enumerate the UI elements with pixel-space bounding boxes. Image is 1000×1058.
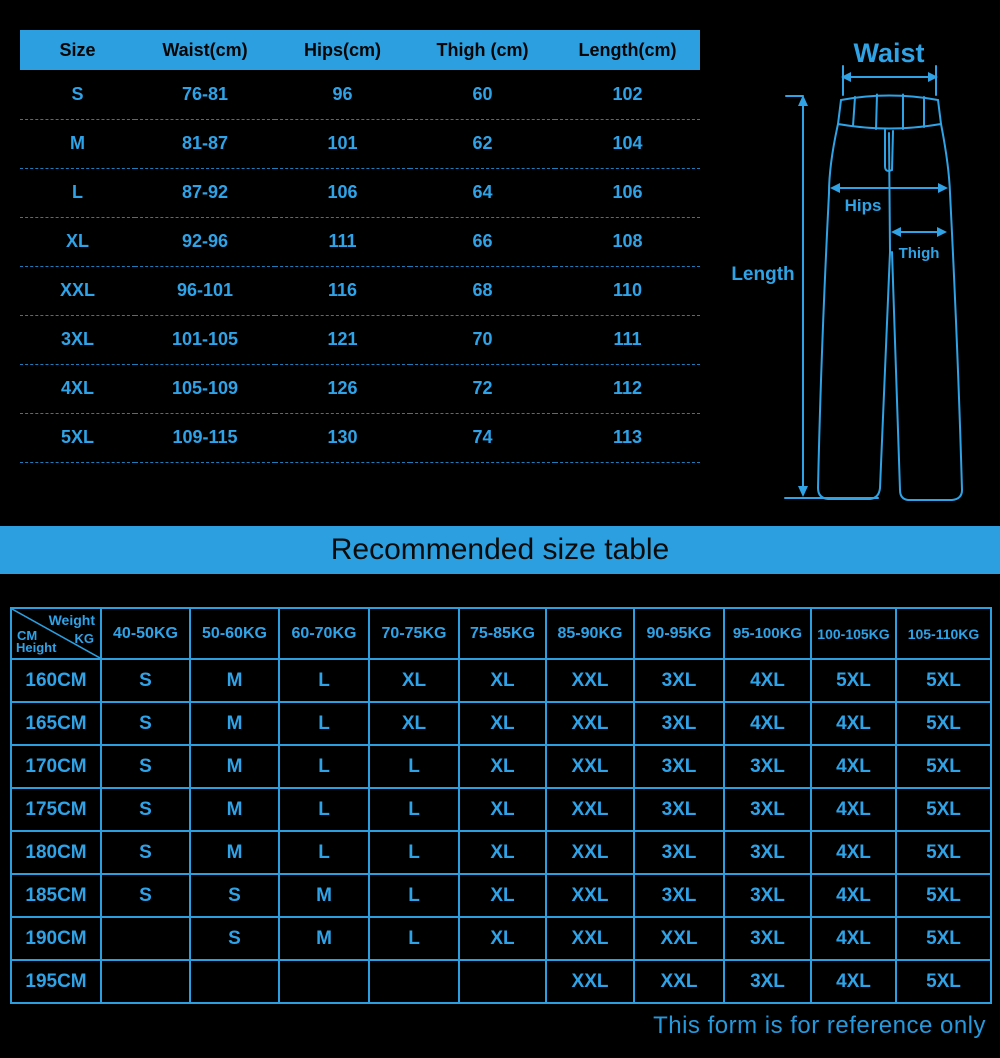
weight-header: 105-110KG xyxy=(896,608,991,659)
rec-size-cell: 4XL xyxy=(811,788,896,831)
rec-table-row xyxy=(11,917,991,960)
rec-size-cell: S xyxy=(101,745,190,788)
size-table-cell: 87-92 xyxy=(135,168,275,217)
size-table-header: Thigh (cm) xyxy=(410,30,555,70)
rec-size-cell: 3XL xyxy=(634,745,724,788)
waist-label: Waist xyxy=(853,38,925,68)
rec-table-row xyxy=(11,874,991,917)
size-table-cell: 101 xyxy=(275,119,410,168)
size-table-row xyxy=(20,119,700,168)
rec-size-cell: M xyxy=(190,659,279,702)
rec-size-cell: S xyxy=(101,788,190,831)
size-table-header: Hips(cm) xyxy=(275,30,410,70)
size-table-cell: 70 xyxy=(410,315,555,364)
rec-size-cell: L xyxy=(279,788,369,831)
size-table-cell: 109-115 xyxy=(135,413,275,462)
rec-size-cell: 4XL xyxy=(811,702,896,745)
rec-size-cell: M xyxy=(190,702,279,745)
rec-size-cell: M xyxy=(190,788,279,831)
rec-size-cell: 5XL xyxy=(896,788,991,831)
rec-size-cell: M xyxy=(190,831,279,874)
rec-size-cell: 5XL xyxy=(896,745,991,788)
size-table-cell: 105-109 xyxy=(135,364,275,413)
rec-size-cell: 5XL xyxy=(896,659,991,702)
rec-size-cell: XXL xyxy=(634,917,724,960)
size-table-cell: 113 xyxy=(555,413,700,462)
rec-size-cell: 3XL xyxy=(634,702,724,745)
rec-size-cell: 4XL xyxy=(811,745,896,788)
size-table-cell: 111 xyxy=(275,217,410,266)
rec-size-cell: XL xyxy=(369,702,459,745)
size-table-cell: 4XL xyxy=(20,364,135,413)
rec-size-cell: M xyxy=(190,745,279,788)
rec-size-cell xyxy=(459,960,546,1003)
rec-size-cell: L xyxy=(279,702,369,745)
rec-size-cell: S xyxy=(101,831,190,874)
rec-size-cell: L xyxy=(369,831,459,874)
size-table-header-row xyxy=(20,30,700,70)
rec-size-cell: L xyxy=(369,917,459,960)
rec-size-cell: S xyxy=(190,874,279,917)
rec-size-cell: XXL xyxy=(546,702,634,745)
weight-header: 85-90KG xyxy=(546,608,634,659)
thigh-label: Thigh xyxy=(898,245,940,262)
rec-size-cell: 3XL xyxy=(724,874,811,917)
height-cell: 185CM xyxy=(11,874,101,917)
corner-height-label: Height xyxy=(16,640,57,655)
weight-header: 95-100KG xyxy=(724,608,811,659)
rec-size-cell: 3XL xyxy=(724,788,811,831)
size-table-header: Waist(cm) xyxy=(135,30,275,70)
rec-size-cell: XXL xyxy=(546,917,634,960)
rec-size-cell: 3XL xyxy=(724,917,811,960)
size-table-cell: 5XL xyxy=(20,413,135,462)
weight-header: 70-75KG xyxy=(369,608,459,659)
corner-cm-label: CM xyxy=(17,628,38,643)
recommended-size-table xyxy=(10,607,992,1004)
rec-size-cell: 3XL xyxy=(634,831,724,874)
size-table-cell: 102 xyxy=(555,70,700,119)
size-table-header: Size xyxy=(20,30,135,70)
weight-header: 90-95KG xyxy=(634,608,724,659)
rec-size-cell: L xyxy=(279,745,369,788)
size-table-row xyxy=(20,70,700,119)
rec-size-cell: XXL xyxy=(546,788,634,831)
rec-size-cell: L xyxy=(369,745,459,788)
size-table-cell: 108 xyxy=(555,217,700,266)
height-cell: 160CM xyxy=(11,659,101,702)
size-table-row xyxy=(20,168,700,217)
size-table-cell: 64 xyxy=(410,168,555,217)
hips-label: Hips xyxy=(844,196,882,215)
rec-size-cell: XL xyxy=(459,702,546,745)
size-table-cell: 116 xyxy=(275,266,410,315)
size-table-row xyxy=(20,266,700,315)
rec-size-cell: XL xyxy=(459,659,546,702)
rec-size-cell: M xyxy=(279,917,369,960)
rec-size-cell xyxy=(101,960,190,1003)
size-table-cell: 66 xyxy=(410,217,555,266)
rec-size-cell: XXL xyxy=(546,745,634,788)
corner-cell xyxy=(11,608,101,659)
size-table-row xyxy=(20,364,700,413)
size-table-cell: 106 xyxy=(555,168,700,217)
rec-size-cell: L xyxy=(279,831,369,874)
weight-header: 50-60KG xyxy=(190,608,279,659)
weight-header: 100-105KG xyxy=(811,608,896,659)
size-table-cell: 72 xyxy=(410,364,555,413)
pants-diagram xyxy=(700,20,1000,520)
rec-size-cell: L xyxy=(369,874,459,917)
size-table-cell: 106 xyxy=(275,168,410,217)
rec-size-cell: XXL xyxy=(546,960,634,1003)
height-cell: 195CM xyxy=(11,960,101,1003)
recommended-size-banner: Recommended size table xyxy=(0,526,1000,574)
rec-size-cell: 3XL xyxy=(724,831,811,874)
corner-weight-label: Weight xyxy=(48,612,95,628)
rec-size-cell xyxy=(101,917,190,960)
size-table-row xyxy=(20,315,700,364)
size-table-cell: M xyxy=(20,119,135,168)
rec-size-cell: 3XL xyxy=(634,659,724,702)
size-table-cell: 104 xyxy=(555,119,700,168)
size-table-cell: 3XL xyxy=(20,315,135,364)
corner-kg-label: KG xyxy=(74,631,94,646)
size-table-cell: 60 xyxy=(410,70,555,119)
rec-size-cell: XL xyxy=(459,788,546,831)
rec-size-cell: 5XL xyxy=(811,659,896,702)
size-table-cell: 126 xyxy=(275,364,410,413)
rec-size-cell xyxy=(190,960,279,1003)
rec-size-cell: 5XL xyxy=(896,831,991,874)
height-cell: 180CM xyxy=(11,831,101,874)
rec-table-header-row xyxy=(11,608,991,659)
rec-size-cell: XXL xyxy=(546,831,634,874)
height-cell: 170CM xyxy=(11,745,101,788)
rec-size-cell: 3XL xyxy=(724,745,811,788)
rec-size-cell: 4XL xyxy=(811,960,896,1003)
rec-size-cell: 4XL xyxy=(724,659,811,702)
rec-table-row xyxy=(11,745,991,788)
rec-size-cell: 3XL xyxy=(724,960,811,1003)
size-table-cell: 96 xyxy=(275,70,410,119)
size-table-cell: S xyxy=(20,70,135,119)
rec-size-cell: 3XL xyxy=(634,788,724,831)
rec-size-cell: XL xyxy=(459,874,546,917)
size-table-cell: 81-87 xyxy=(135,119,275,168)
reference-note: This form is for reference only xyxy=(653,1012,986,1039)
size-table xyxy=(20,30,700,463)
rec-size-cell: S xyxy=(101,659,190,702)
size-table-cell: 111 xyxy=(555,315,700,364)
size-table-cell: L xyxy=(20,168,135,217)
size-table-row xyxy=(20,413,700,462)
rec-size-cell: S xyxy=(190,917,279,960)
weight-header: 75-85KG xyxy=(459,608,546,659)
weight-header: 60-70KG xyxy=(279,608,369,659)
rec-size-cell: 5XL xyxy=(896,960,991,1003)
height-cell: 175CM xyxy=(11,788,101,831)
size-table-cell: 112 xyxy=(555,364,700,413)
rec-table-row xyxy=(11,831,991,874)
size-table-cell: 96-101 xyxy=(135,266,275,315)
rec-table-row xyxy=(11,960,991,1003)
rec-size-cell: L xyxy=(279,659,369,702)
size-table-cell: 92-96 xyxy=(135,217,275,266)
size-table-cell: 74 xyxy=(410,413,555,462)
rec-size-cell: M xyxy=(279,874,369,917)
size-table-cell: 101-105 xyxy=(135,315,275,364)
rec-size-cell: L xyxy=(369,788,459,831)
size-table-row xyxy=(20,217,700,266)
size-table-cell: 130 xyxy=(275,413,410,462)
rec-size-cell: XXL xyxy=(546,874,634,917)
rec-size-cell: 4XL xyxy=(811,917,896,960)
size-table-cell: 68 xyxy=(410,266,555,315)
rec-size-cell: XL xyxy=(459,917,546,960)
rec-size-cell: 4XL xyxy=(724,702,811,745)
rec-size-cell: XL xyxy=(459,745,546,788)
rec-size-cell xyxy=(369,960,459,1003)
rec-size-cell: XL xyxy=(369,659,459,702)
rec-size-cell: XXL xyxy=(546,659,634,702)
rec-size-cell: 5XL xyxy=(896,874,991,917)
size-table-cell: 110 xyxy=(555,266,700,315)
weight-header: 40-50KG xyxy=(101,608,190,659)
rec-size-cell: 5XL xyxy=(896,702,991,745)
rec-size-cell: S xyxy=(101,874,190,917)
height-cell: 165CM xyxy=(11,702,101,745)
rec-size-cell: 4XL xyxy=(811,874,896,917)
size-table-cell: 121 xyxy=(275,315,410,364)
rec-size-cell xyxy=(279,960,369,1003)
rec-table-row xyxy=(11,788,991,831)
height-cell: 190CM xyxy=(11,917,101,960)
rec-size-cell: 3XL xyxy=(634,874,724,917)
rec-table-row xyxy=(11,659,991,702)
rec-size-cell: 5XL xyxy=(896,917,991,960)
size-table-cell: 62 xyxy=(410,119,555,168)
size-table-cell: 76-81 xyxy=(135,70,275,119)
length-label: Length xyxy=(731,264,795,285)
rec-size-cell: XXL xyxy=(634,960,724,1003)
rec-size-cell: S xyxy=(101,702,190,745)
rec-size-cell: 4XL xyxy=(811,831,896,874)
size-table-cell: XL xyxy=(20,217,135,266)
rec-table-row xyxy=(11,702,991,745)
rec-size-cell: XL xyxy=(459,831,546,874)
size-table-cell: XXL xyxy=(20,266,135,315)
size-table-header: Length(cm) xyxy=(555,30,700,70)
